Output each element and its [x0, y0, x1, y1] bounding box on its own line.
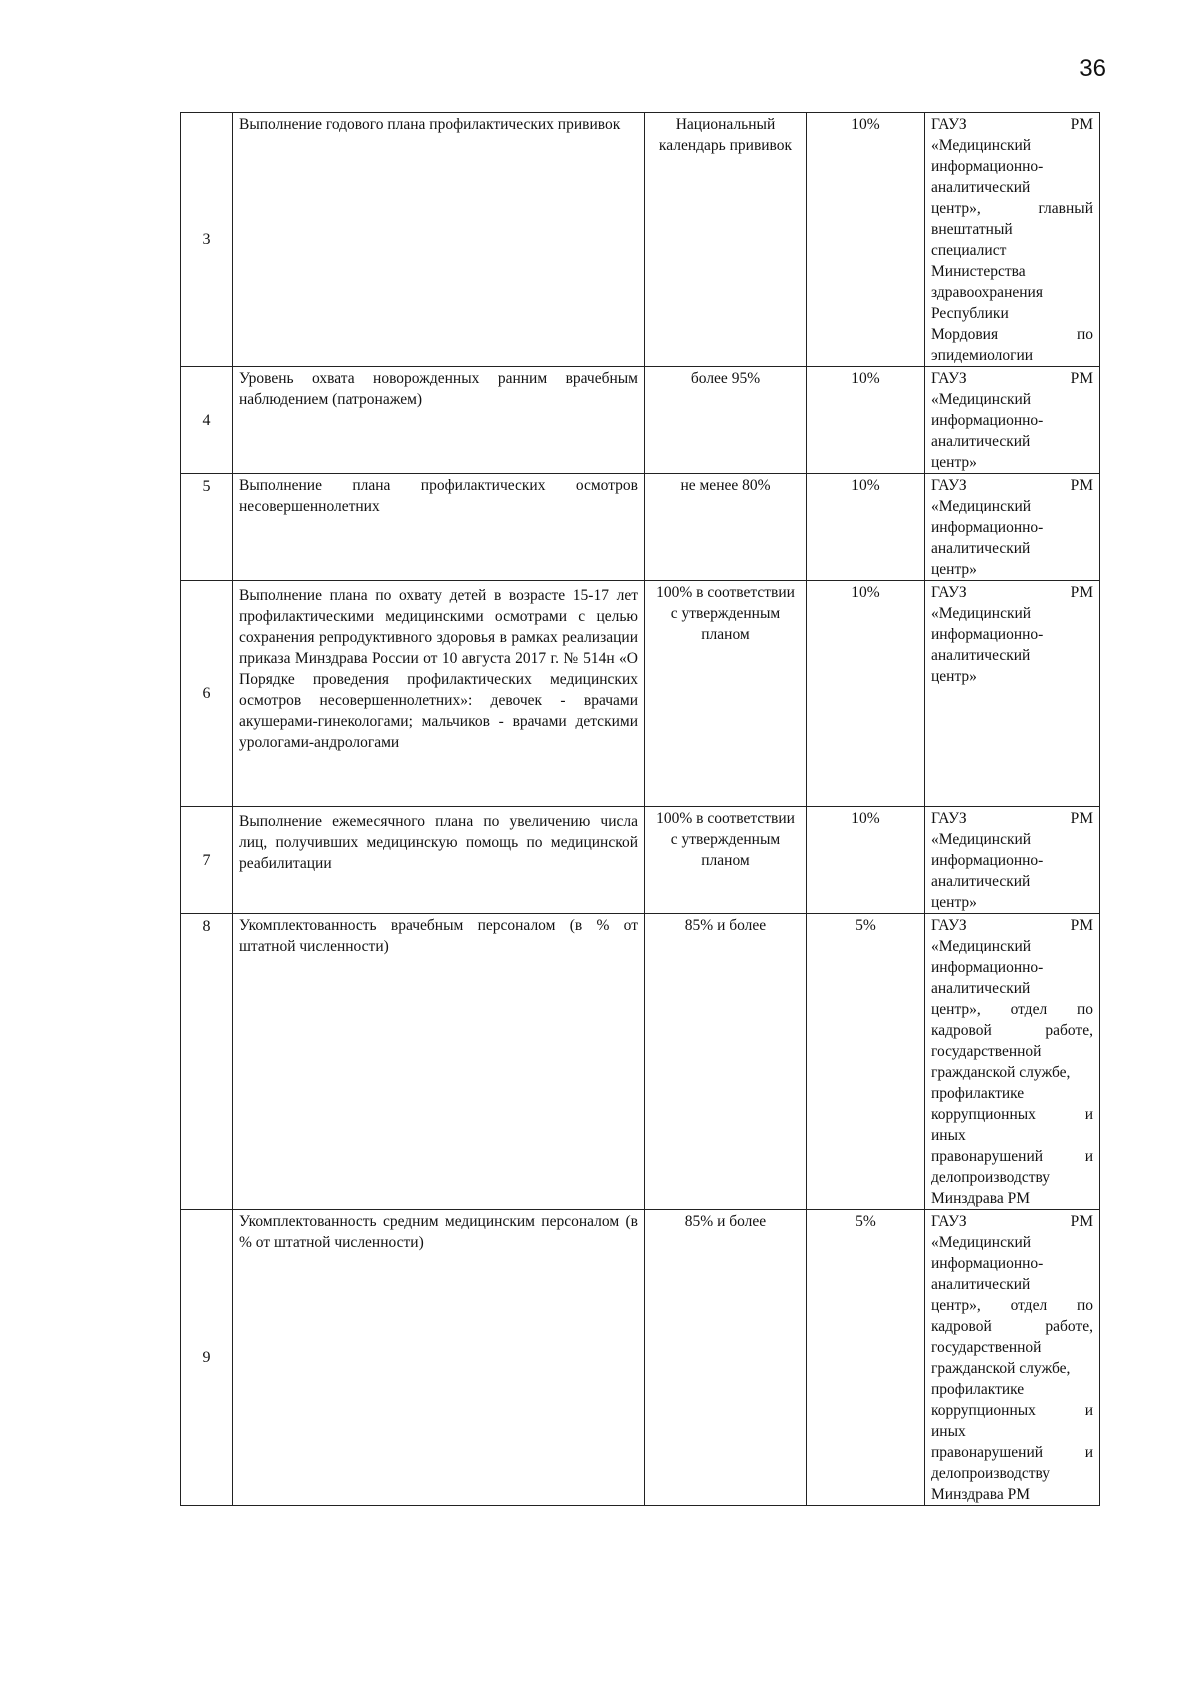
target-value: Национальный календарь прививок	[645, 113, 807, 367]
indicator-text: Выполнение ежемесячного плана по увеличению числа лиц, получивших медицинскую помощь по медицинской реабилитации	[233, 807, 645, 914]
responsible-text: работе,	[1045, 1318, 1093, 1335]
responsible-text: РМ	[1070, 370, 1093, 387]
page-number: 36	[1079, 55, 1106, 82]
target-value: 100% в соответствии с утвержденным планом	[645, 807, 807, 914]
table-row	[181, 807, 1100, 914]
responsible-text: и	[1084, 1106, 1093, 1123]
responsible-head	[931, 1211, 1093, 1232]
responsible-text: профилактике	[931, 1381, 1025, 1398]
weight-value: 5%	[807, 1210, 925, 1506]
responsible-text: РМ	[1070, 477, 1093, 494]
responsible-text: гражданской службе,	[931, 1360, 1071, 1377]
responsible-text: работе,	[1045, 1022, 1093, 1039]
table-row	[181, 113, 1100, 367]
target-value: не менее 80%	[645, 474, 807, 581]
indicator-text: Выполнение плана профилактических осмотров несовершеннолетних	[233, 474, 645, 581]
responsible-text: по	[1076, 1297, 1093, 1314]
target-value: 85% и более	[645, 1210, 807, 1506]
target-value: 85% и более	[645, 914, 807, 1210]
responsible-line	[931, 999, 1093, 1020]
responsible-text: иных	[931, 1423, 966, 1440]
responsible-text: Минздрава РМ	[931, 1190, 1031, 1207]
responsible-head	[931, 114, 1093, 135]
weight-value: 10%	[807, 474, 925, 581]
responsible-text: информационно-	[931, 852, 1044, 869]
table-row	[181, 367, 1100, 474]
responsible-text: и	[1084, 1148, 1093, 1165]
responsible-head	[931, 808, 1093, 829]
row-number: 3	[181, 113, 233, 367]
responsible-text: «Медицинский	[931, 1234, 1032, 1251]
responsible-text: ГАУЗ	[931, 477, 967, 494]
weight-value: 10%	[807, 807, 925, 914]
indicator-text: Выполнение годового плана профилактических прививок	[233, 113, 645, 367]
responsible-text: аналитический	[931, 647, 1031, 664]
responsible-text: центр»	[931, 561, 977, 578]
row-number: 6	[181, 581, 233, 807]
responsible-text: «Медицинский	[931, 831, 1032, 848]
responsible-text: ГАУЗ	[931, 1213, 967, 1230]
responsible-head	[931, 368, 1093, 389]
responsible-line	[931, 1442, 1093, 1463]
responsible-text: аналитический	[931, 540, 1031, 557]
responsible-cell	[925, 474, 1100, 581]
responsible-text: ГАУЗ	[931, 810, 967, 827]
responsible-text: Минздрава РМ	[931, 1486, 1031, 1503]
responsible-line	[931, 1400, 1093, 1421]
responsible-text: «Медицинский	[931, 605, 1032, 622]
responsible-cell	[925, 1210, 1100, 1506]
responsible-text: «Медицинский	[931, 137, 1032, 154]
responsible-line	[931, 1104, 1093, 1125]
responsible-text: «Медицинский	[931, 391, 1032, 408]
responsible-line	[931, 1146, 1093, 1167]
weight-value: 10%	[807, 113, 925, 367]
responsible-text: центр»	[931, 894, 977, 911]
responsible-text: и	[1084, 1402, 1093, 1419]
responsible-text: РМ	[1070, 1213, 1093, 1230]
responsible-cell	[925, 807, 1100, 914]
table-row	[181, 914, 1100, 1210]
responsible-text: правонарушений	[931, 1444, 1044, 1461]
responsible-text: Министерства	[931, 263, 1026, 280]
responsible-text: коррупционных	[931, 1402, 1036, 1419]
indicator-text: Выполнение плана по охвату детей в возрасте 15-17 лет профилактическими медицинскими осмотрами с целью сохранения репродуктивного здоровья в рамках реализации приказа Минздрава России от 10 августа 2017 г. № 514н «О Порядке проведения профилактических медицинских осмотров несовершеннолетних»: девочек - врачами акушерами-гинекологами; мальчиков - врачами детскими урологами-андрологами	[233, 581, 645, 807]
row-number: 4	[181, 367, 233, 474]
table-row	[181, 1210, 1100, 1506]
responsible-text: профилактике	[931, 1085, 1025, 1102]
responsible-text: центр»,	[931, 1297, 981, 1314]
indicator-text: Укомплектованность врачебным персоналом (в % от штатной численности)	[233, 914, 645, 1210]
responsible-text: центр»,	[931, 200, 981, 217]
responsible-text: аналитический	[931, 179, 1031, 196]
responsible-line	[931, 1295, 1093, 1316]
responsible-text: «Медицинский	[931, 938, 1032, 955]
responsible-text: ГАУЗ	[931, 584, 967, 601]
responsible-text: по	[1076, 326, 1093, 343]
responsible-text: РМ	[1070, 116, 1093, 133]
responsible-text: «Медицинский	[931, 498, 1032, 515]
responsible-text: аналитический	[931, 873, 1031, 890]
weight-value: 10%	[807, 581, 925, 807]
responsible-text: аналитический	[931, 980, 1031, 997]
responsible-text: специалист	[931, 242, 1007, 259]
responsible-text: кадровой	[931, 1318, 992, 1335]
responsible-text: аналитический	[931, 1276, 1031, 1293]
responsible-head	[931, 475, 1093, 496]
responsible-text: главный	[1038, 200, 1093, 217]
responsible-text: РМ	[1070, 584, 1093, 601]
responsible-text: центр»	[931, 668, 977, 685]
responsible-text: делопроизводству	[931, 1169, 1051, 1186]
responsible-cell	[925, 367, 1100, 474]
responsible-text: отдел	[1010, 1001, 1048, 1018]
indicator-text: Укомплектованность средним медицинским персоналом (в % от штатной численности)	[233, 1210, 645, 1506]
responsible-text: РМ	[1070, 917, 1093, 934]
table-row	[181, 474, 1100, 581]
responsible-text: аналитический	[931, 433, 1031, 450]
responsible-line	[931, 324, 1093, 345]
responsible-text: Мордовия	[931, 326, 999, 343]
responsible-text: информационно-	[931, 519, 1044, 536]
responsible-text: здравоохранения	[931, 284, 1043, 301]
responsible-text: информационно-	[931, 158, 1044, 175]
responsible-text: гражданской службе,	[931, 1064, 1071, 1081]
responsible-line	[931, 1316, 1093, 1337]
responsible-text: ГАУЗ	[931, 370, 967, 387]
indicator-text: Уровень охвата новорожденных ранним врачебным наблюдением (патронажем)	[233, 367, 645, 474]
responsible-text: коррупционных	[931, 1106, 1036, 1123]
responsible-text: государственной	[931, 1339, 1042, 1356]
responsible-text: информационно-	[931, 412, 1044, 429]
target-value: 100% в соответствии с утвержденным планом	[645, 581, 807, 807]
indicators-table	[180, 112, 1100, 1506]
weight-value: 5%	[807, 914, 925, 1210]
responsible-text: Республики	[931, 305, 1009, 322]
responsible-text: правонарушений	[931, 1148, 1044, 1165]
responsible-text: и	[1084, 1444, 1093, 1461]
responsible-cell	[925, 113, 1100, 367]
responsible-text: по	[1076, 1001, 1093, 1018]
responsible-text: информационно-	[931, 626, 1044, 643]
responsible-text: центр»	[931, 454, 977, 471]
responsible-text: эпидемиологии	[931, 347, 1034, 364]
responsible-text: отдел	[1010, 1297, 1048, 1314]
responsible-text: иных	[931, 1127, 966, 1144]
responsible-line	[931, 198, 1093, 219]
responsible-head	[931, 582, 1093, 603]
responsible-head	[931, 915, 1093, 936]
responsible-text: ГАУЗ	[931, 917, 967, 934]
row-number: 5	[181, 474, 233, 581]
responsible-text: центр»,	[931, 1001, 981, 1018]
row-number: 8	[181, 914, 233, 1210]
target-value: более 95%	[645, 367, 807, 474]
responsible-text: информационно-	[931, 1255, 1044, 1272]
responsible-text: ГАУЗ	[931, 116, 967, 133]
row-number: 7	[181, 807, 233, 914]
responsible-text: кадровой	[931, 1022, 992, 1039]
weight-value: 10%	[807, 367, 925, 474]
responsible-text: делопроизводству	[931, 1465, 1051, 1482]
responsible-text: информационно-	[931, 959, 1044, 976]
responsible-text: государственной	[931, 1043, 1042, 1060]
row-number: 9	[181, 1210, 233, 1506]
table-row	[181, 581, 1100, 807]
responsible-cell	[925, 914, 1100, 1210]
responsible-line	[931, 1020, 1093, 1041]
responsible-text: внештатный	[931, 221, 1013, 238]
responsible-text: РМ	[1070, 810, 1093, 827]
responsible-cell	[925, 581, 1100, 807]
